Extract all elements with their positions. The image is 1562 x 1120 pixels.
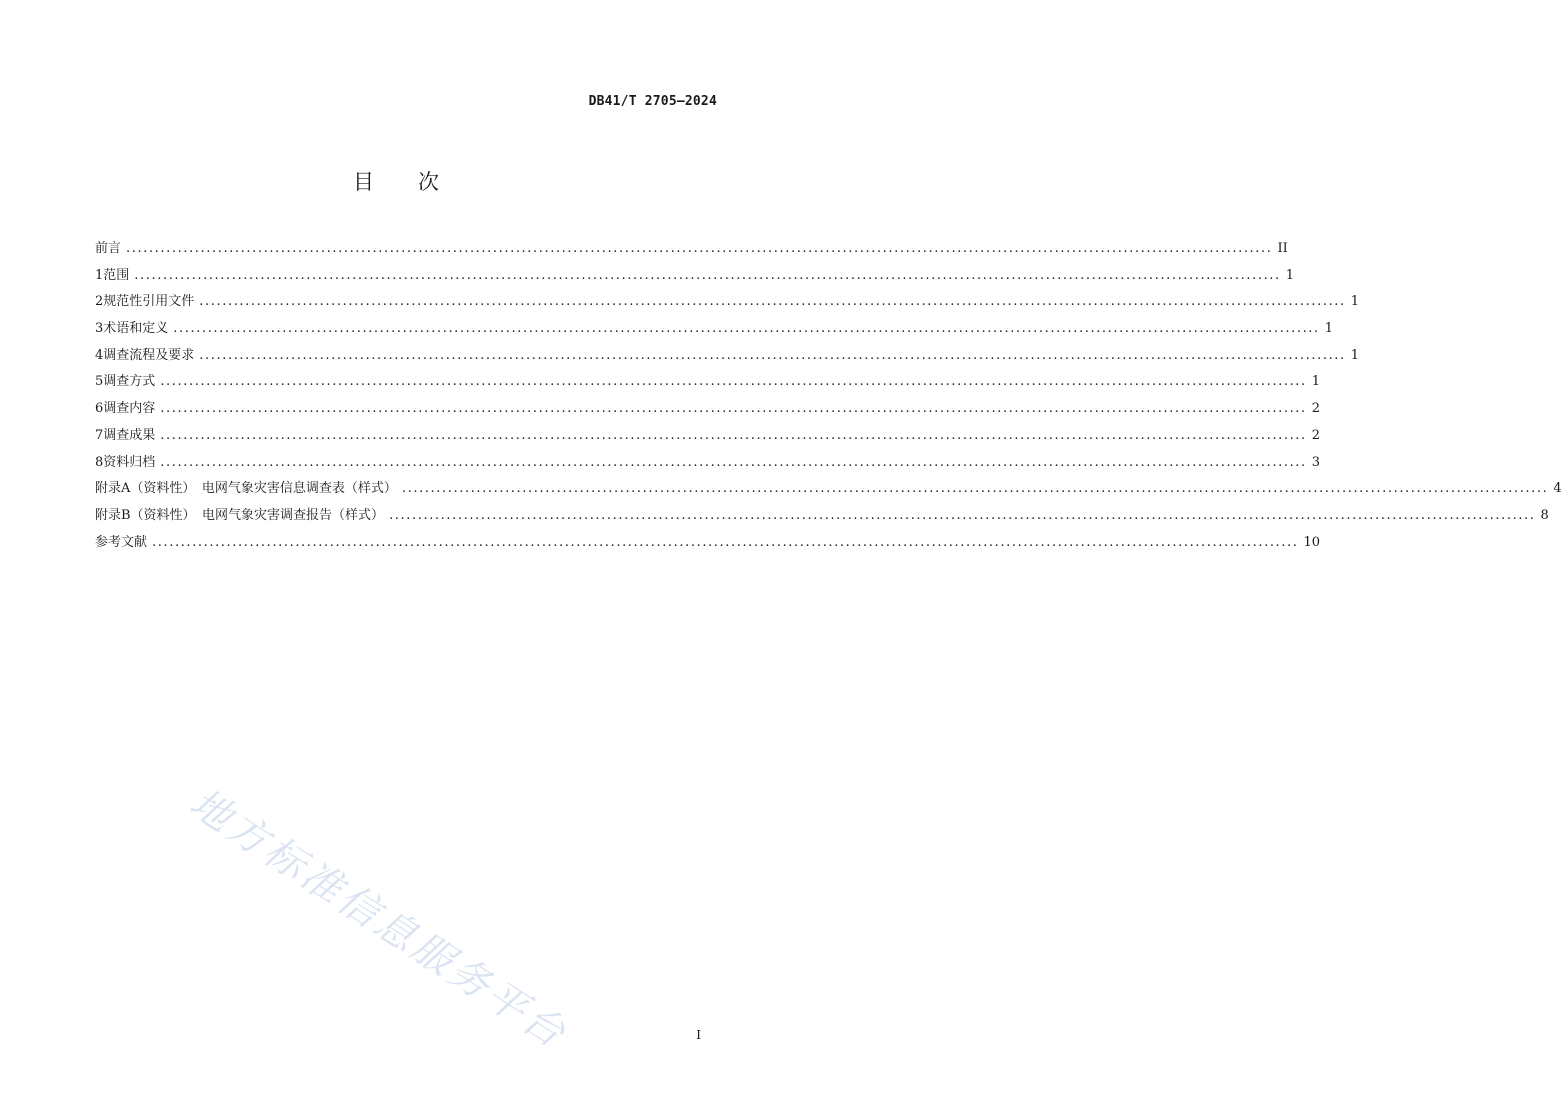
toc-entry[interactable]	[95, 236, 1288, 263]
toc-entry-page: 10	[1303, 534, 1321, 550]
toc-entry[interactable]	[95, 343, 1360, 370]
toc-leader-dots: ........................................................................................................................................................................................................	[160, 374, 1307, 390]
watermark: 地方标准信息服务平台	[181, 780, 576, 1059]
toc-leader-dots: ........................................................................................................................................................................................................	[160, 454, 1307, 470]
toc-entry-text: 附录A（资料性） 电网气象灾害信息调查表（样式）	[95, 481, 397, 497]
toc-entry-page: 1	[1285, 267, 1295, 283]
toc-entry[interactable]	[95, 530, 1321, 557]
table-of-contents	[95, 236, 1562, 556]
toc-entry-page: 3	[1311, 454, 1321, 470]
toc-entry-text: 调查流程及要求	[103, 347, 195, 363]
toc-leader-dots: ........................................................................................................................................................................................................	[160, 401, 1307, 417]
toc-entry-page: 1	[1350, 294, 1360, 310]
toc-leader-dots: ........................................................................................................................................................................................................	[401, 481, 1549, 497]
toc-entry-number: 8	[95, 454, 104, 470]
toc-leader-dots: ........................................................................................................................................................................................................	[126, 241, 1273, 256]
toc-entry-text: 附录B（资料性） 电网气象灾害调查报告（样式）	[95, 507, 385, 523]
toc-entry[interactable]	[95, 369, 1321, 396]
page-title: 目次	[353, 170, 483, 194]
toc-entry-number: 6	[95, 401, 104, 417]
toc-entry-page: 1	[1311, 374, 1321, 390]
toc-entry-page: 2	[1311, 427, 1321, 443]
toc-entry-page: II	[1277, 241, 1288, 256]
toc-entry[interactable]	[95, 263, 1295, 290]
toc-entry[interactable]	[95, 476, 1562, 503]
document-code: DB41/T 2705—2024	[588, 94, 717, 109]
toc-entry-page: 2	[1311, 401, 1321, 417]
footer-page-number: I	[696, 1028, 701, 1042]
toc-entry[interactable]	[95, 423, 1321, 450]
toc-entry[interactable]	[95, 450, 1321, 477]
toc-entry[interactable]	[95, 396, 1321, 423]
toc-entry-page: 1	[1350, 347, 1360, 363]
toc-entry[interactable]	[95, 503, 1549, 530]
toc-leader-dots: ........................................................................................................................................................................................................	[152, 534, 1299, 550]
toc-entry-number: 5	[95, 374, 104, 390]
toc-entry-text: 调查方式	[103, 374, 156, 390]
toc-leader-dots: ........................................................................................................................................................................................................	[389, 507, 1536, 523]
toc-entry[interactable]	[95, 289, 1360, 316]
toc-entry-page: 8	[1540, 507, 1549, 523]
toc-entry-page: 1	[1324, 321, 1334, 337]
toc-entry-page: 4	[1553, 481, 1562, 497]
toc-entry-text: 前言	[95, 241, 122, 256]
toc-entry-text: 调查成果	[103, 427, 156, 443]
toc-leader-dots: ........................................................................................................................................................................................................	[199, 347, 1346, 363]
toc-entry-text: 规范性引用文件	[103, 294, 195, 310]
toc-entry-text: 资料归档	[103, 454, 156, 470]
toc-leader-dots: ........................................................................................................................................................................................................	[199, 294, 1346, 310]
toc-entry-number: 3	[95, 321, 104, 337]
toc-entry-number: 1	[95, 267, 104, 283]
toc-leader-dots: ........................................................................................................................................................................................................	[134, 267, 1281, 283]
toc-entry-text: 范围	[103, 267, 130, 283]
toc-leader-dots: ........................................................................................................................................................................................................	[160, 427, 1307, 443]
toc-entry-text: 术语和定义	[103, 321, 169, 337]
toc-entry[interactable]	[95, 316, 1334, 343]
toc-entry-text: 参考文献	[95, 534, 148, 550]
toc-entry-number: 7	[95, 427, 104, 443]
toc-entry-number: 4	[95, 347, 104, 363]
toc-entry-number: 2	[95, 294, 104, 310]
toc-leader-dots: ........................................................................................................................................................................................................	[173, 321, 1320, 337]
toc-entry-text: 调查内容	[103, 401, 156, 417]
